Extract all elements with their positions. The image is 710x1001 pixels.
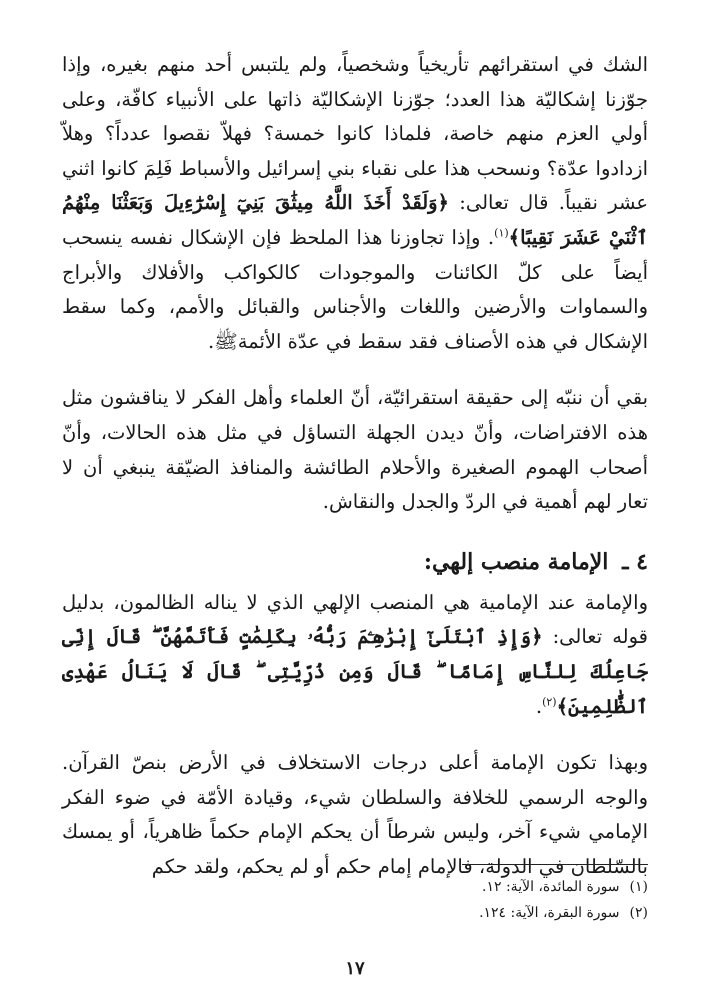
footnote-ref-1[interactable]: (١) (494, 226, 509, 240)
footnote-1 (62, 874, 648, 900)
paragraph-4: وبهذا تكون الإمامة أعلى درجات الاستخلاف في الأرض بنصّ القرآن. والوجه الرسمي للخلافة والسلطان شيء، وقيادة الأمّة في ضوء الفكر الإمامي شيء آخر، وليس شرطاً أن يحكم الإمام حكماً ظاهرياً، أو يمسك بالسّلطان في الدولة، فالإمام إمام حكم أو لم يحكم، ولقد حكم (62, 751, 648, 878)
footnote-divider (462, 864, 648, 865)
honorific-glyph: ﷺ (214, 329, 238, 353)
paragraph-1 (62, 48, 648, 359)
footnotes (62, 874, 648, 926)
paragraph-2: بقي أن ننبّه إلى حقيقة استقرائيّة، أنّ العلماء وأهل الفكر لا يناقشون مثل هذه الافتراضات، وأنّ ديدن الجهلة التساؤل في مثل هذه الحالات، وأنّ أصحاب الهموم الصغيرة والأحلام الطائشة والمنافذ الضيّقة ينبغي أن لا تعار لهم أهمية في الردّ والجدل والنقاش. (62, 386, 648, 514)
footnote-2-number: (٢) (629, 905, 648, 921)
paragraph-3-text-a: والإمامة عند الإمامية هي المنصب الإلهي الذي لا يناله الظالمون، بدليل قوله تعالى: (62, 590, 648, 649)
footnote-ref-2[interactable]: (٢) (542, 695, 557, 708)
section-title: الإمامة منصب إلهي: (423, 548, 609, 575)
footnote-1-text: سورة المائدة، الآية: ١٢. (482, 879, 620, 895)
page-body (62, 48, 648, 884)
footnote-2 (62, 900, 648, 926)
paragraph-1-text-c: . (207, 329, 215, 353)
section-number: ٤ ـ (622, 548, 648, 575)
paragraph-1-text-b: . وإذا تجاوزنا هذا الملحظ فإن الإشكال نفسه ينسحب أيضاً على كلّ الكائنات والموجودات كالكواكب والأفلاك والأبراج والسماوات والأرضين واللغات والأجناس والقبائل والأمم، وكما سقط الإشكال في هذه الأصناف فقد سقط في عدّة الأئمة (62, 225, 648, 353)
section-heading (62, 546, 648, 578)
footnote-1-number: (١) (629, 879, 648, 895)
quran-verse-2: ﴿وَإِذِ ٱبْتَلَىٰٓ إِبْرَٰهِـۧمَ رَبُّهُۥ بِكَلِمَٰتٍ فَأَتَمَّهُنَّ ۖ قَالَ إِنِّى جَاعِلُكَ لِلنَّاسِ إِمَامًا ۖ قَالَ وَمِن ذُرِّيَّتِى ۖ قَالَ لَا يَنَالُ عَهْدِى ٱلظَّٰلِمِينَ﴾ (62, 625, 648, 718)
quran-verse-1: ﴿وَلَقَدْ أَخَذَ اللَّهُ مِيثَٰقَ بَنِيٓ إِسْرَٰٓءِيلَ وَبَعَثْنَا مِنْهُمُ ٱثْنَيْ عَشَرَ نَقِيبًا﴾ (62, 191, 648, 249)
page-number: ١٧ (345, 958, 365, 979)
paragraph-1-text-a: الشك في استقرائهم تأريخياً وشخصياً، ولم يلتبس أحد منهم بغيره، وإذا جوّزنا إشكاليّة هذا العدد؛ جوّزنا الإشكاليّة ذاتها على الأنبياء كافّة، وعلى أولي العزم منهم خاصة، فلماذا كانوا خمسة؟ فهلاّ نقصوا عدداً؟ وهلاّ ازدادوا عدّة؟ ونسحب هذا على نقباء بني إسرائيل والأسباط فَلِمَ كانوا اثني عشر نقيباً. قال تعالى: (62, 53, 648, 215)
paragraph-3-text-b: . (535, 694, 543, 718)
footnote-2-text: سورة البقرة، الآية: ١٢٤. (479, 905, 620, 921)
paragraph-3 (62, 586, 648, 724)
